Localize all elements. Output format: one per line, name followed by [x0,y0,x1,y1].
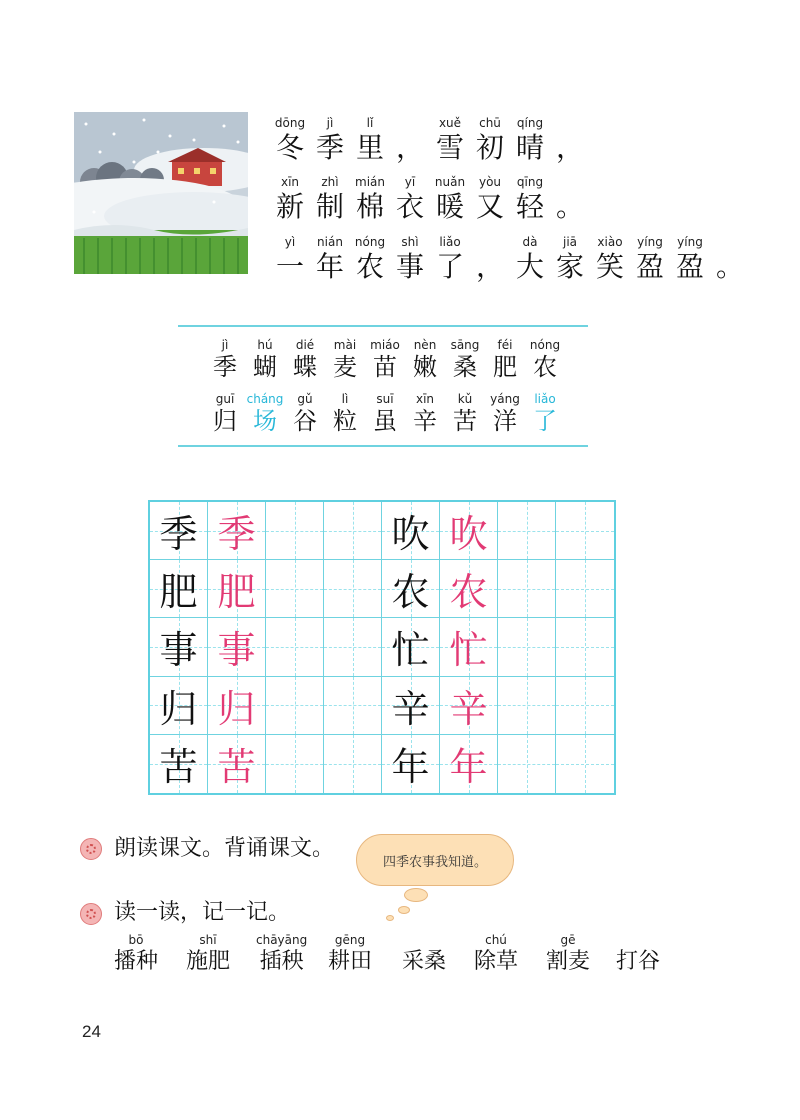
model-char: 季 [159,512,198,557]
pinyin: shī [199,933,217,947]
poem-char [390,234,430,284]
pinyin: yíng [677,235,703,249]
grid-cell [208,677,266,735]
pinyin: zhì [321,175,339,189]
hanzi: 苦 [453,407,477,435]
trace-char: 事 [217,628,256,673]
pinyin: gē [560,933,576,947]
model-char: 辛 [391,686,430,731]
grid-cell [498,677,556,735]
pinyin: xiào [597,235,623,249]
grid-cell [324,560,382,618]
pinyin: kǔ [457,392,473,406]
grid-cell [150,735,208,793]
hanzi: 季 [315,131,344,164]
pinyin: jì [221,338,229,352]
vocab-char [205,338,245,382]
pinyin: qīng [516,175,544,189]
hanzi: ， [395,131,424,164]
hanzi: 大 [515,250,544,283]
vocab-bottom-rule [178,445,588,447]
poem-char [510,174,550,224]
poem-char [630,234,670,284]
poem-char [470,115,510,165]
poem-char [350,115,390,165]
trace-char: 苦 [217,745,256,790]
pinyin: yáng [490,392,520,406]
grid-cell [440,735,498,793]
hanzi: 雪 [435,131,464,164]
grid-cell [498,618,556,676]
grid-cell [556,502,614,560]
writing-grid [148,500,616,795]
vocab-char [485,392,525,436]
grid-cell [382,677,440,735]
grid-cell [440,560,498,618]
vocab-char [365,338,405,382]
hanzi: ， [475,250,504,283]
trace-char: 辛 [449,686,488,731]
grid-cell [440,677,498,735]
exercise-2-text: 读一读，记一记。 [114,900,291,925]
word-item [474,932,518,976]
hanzi: 采桑 [402,949,447,974]
pinyin: shì [401,235,419,249]
poem-line-3 [270,234,750,284]
grid-cell [150,677,208,735]
pinyin: hú [257,338,273,352]
pinyin: dié [295,338,315,352]
hanzi: 场 [253,407,277,435]
grid-cell [556,560,614,618]
pinyin: miáo [370,338,400,352]
trace-char: 年 [449,745,488,790]
poem-char [270,174,310,224]
hanzi: 了 [435,250,464,283]
pinyin: yòu [478,175,502,189]
vocab-char-polyphone [525,392,565,436]
hanzi: 衣 [395,190,424,223]
poem-char [430,234,470,284]
model-char: 苦 [159,745,198,790]
poem-char [310,174,350,224]
hanzi: 轻 [515,190,544,223]
pinyin: chāyāng [256,933,308,947]
pinyin: nèn [413,338,437,352]
pinyin: yì [284,235,296,249]
pinyin: nóng [529,338,561,352]
page-number: 24 [82,1022,101,1041]
model-char: 肥 [159,570,198,615]
hanzi: 除草 [474,949,519,974]
grid-cell [150,560,208,618]
grid-cell [150,502,208,560]
hanzi: 蝴 [253,353,277,381]
model-char: 吹 [391,512,430,557]
grid-cell [208,735,266,793]
hanzi: 施肥 [186,949,231,974]
pinyin: sāng [450,338,480,352]
vocab-char [405,392,445,436]
vocab-char [205,392,245,436]
hanzi: 播种 [114,949,159,974]
grid-cell [556,618,614,676]
poem-char [510,115,550,165]
vocab-char [525,338,565,382]
pinyin: liǎo [534,392,556,406]
word-item [402,932,446,976]
poem-char [470,174,510,224]
poem-char [710,234,750,284]
vocab-char [325,392,365,436]
grid-cell [324,677,382,735]
word-item [114,932,158,976]
grid-cell [266,677,324,735]
vocab-row-1 [205,338,565,382]
pinyin: suī [376,392,394,406]
hanzi: 年 [315,250,344,283]
pinyin: mián [355,175,385,189]
grid-cell [498,560,556,618]
model-char: 年 [391,745,430,790]
vocab-char [325,338,365,382]
poem-line-2 [270,174,590,224]
poem-char [310,115,350,165]
grid-cell [382,735,440,793]
trace-char: 肥 [217,570,256,615]
bubble-dot [386,915,394,921]
hanzi: 嫩 [413,353,437,381]
hanzi: 洋 [493,407,517,435]
word-item [546,932,590,976]
pinyin: nián [317,235,343,249]
hanzi: 季 [213,353,237,381]
bubble-dot [404,888,428,902]
hanzi: 归 [213,407,237,435]
grid-cell [324,618,382,676]
hanzi: 虽 [373,407,397,435]
poem-char [670,234,710,284]
grid-cell [556,677,614,735]
hanzi: 耕田 [328,949,373,974]
pinyin: chú [485,933,507,947]
pinyin: yíng [637,235,663,249]
poem-char [270,115,310,165]
pinyin: chū [479,116,501,130]
hanzi: 辛 [413,407,437,435]
vocab-char [445,338,485,382]
pinyin: cháng [246,392,284,406]
hanzi: 晴 [515,131,544,164]
word-item [186,932,230,976]
pinyin: nuǎn [434,175,466,189]
vocab-char [405,338,445,382]
vocab-char [285,392,325,436]
grid-cell [150,618,208,676]
hanzi: 一 [275,250,304,283]
hanzi: 棉 [355,190,384,223]
poem-char [590,234,630,284]
hanzi: 农 [533,353,557,381]
trace-char: 农 [449,570,488,615]
pinyin: qíng [516,116,544,130]
grid-cell [324,502,382,560]
model-char: 事 [159,628,198,673]
hanzi: 家 [555,250,584,283]
poem-char [510,234,550,284]
pinyin: xuě [438,116,462,130]
hanzi: 新 [275,190,304,223]
poem-char [430,174,470,224]
poem-char [350,174,390,224]
grid-cell [208,618,266,676]
poem-char [270,234,310,284]
grid-cell [382,618,440,676]
pinyin: xīn [280,175,300,189]
vocab-char [365,392,405,436]
hanzi: 冬 [275,131,304,164]
hanzi: 了 [533,407,557,435]
hanzi: 苗 [373,353,397,381]
grid-cell [208,502,266,560]
poem-char [390,174,430,224]
grid-cell [266,618,324,676]
hanzi: 蝶 [293,353,317,381]
word-item [328,932,372,976]
hanzi: 又 [475,190,504,223]
exercise-icon [80,838,102,860]
pinyin: xīn [415,392,435,406]
trace-char: 季 [217,512,256,557]
bubble-dot [398,906,410,914]
vocab-char [245,338,285,382]
pinyin: gǔ [297,392,313,406]
vocab-char [445,392,485,436]
grid-cell [498,735,556,793]
hanzi: 里 [355,131,384,164]
pinyin: féi [497,338,513,352]
poem-char [390,115,430,165]
hanzi: 粒 [333,407,357,435]
poem-char [550,174,590,224]
trace-char: 忙 [449,628,488,673]
grid-cell [266,735,324,793]
pinyin: yī [404,175,416,189]
grid-cell [266,560,324,618]
model-char: 农 [391,570,430,615]
hanzi: 制 [315,190,344,223]
poem-char [470,234,510,284]
hanzi: 。 [555,190,584,223]
grid-cell [440,502,498,560]
hanzi: 打谷 [616,949,661,974]
pinyin: jì [326,116,334,130]
model-char: 忙 [391,628,430,673]
grid-cell [382,502,440,560]
grid-cell [382,560,440,618]
vocab-char [485,338,525,382]
grid-cell [208,560,266,618]
poem-char [310,234,350,284]
hanzi: 。 [715,250,744,283]
poem-char [350,234,390,284]
pinyin: jiā [562,235,578,249]
hanzi: 插秧 [259,949,304,974]
grid-cell [498,502,556,560]
vocab-top-rule [178,325,588,327]
word-item [256,932,307,976]
poem-char [550,234,590,284]
word-item [616,932,660,976]
grid-cell [556,735,614,793]
vocab-char [285,338,325,382]
vocab-row-2 [205,392,565,436]
pinyin: nóng [354,235,386,249]
hanzi: 桑 [453,353,477,381]
poem-line-1 [270,115,590,165]
hanzi: 割麦 [546,949,591,974]
pinyin: dōng [274,116,306,130]
poem-char [430,115,470,165]
trace-char: 吹 [449,512,488,557]
exercise-icon [80,903,102,925]
hanzi: 暖 [435,190,464,223]
hanzi: 肥 [493,353,517,381]
model-char: 归 [159,686,198,731]
pinyin: gēng [334,933,366,947]
winter-illustration [74,112,248,274]
pinyin: guī [215,392,235,406]
hanzi: ， [555,131,584,164]
exercise-1-text: 朗读课文。背诵课文。 [114,836,335,861]
pinyin: lǐ [366,116,374,130]
grid-cell [324,735,382,793]
grid-cell [266,502,324,560]
pinyin: mài [333,338,357,352]
hanzi: 盈 [675,250,704,283]
pinyin: dà [522,235,538,249]
vocab-char-polyphone [245,392,285,436]
thought-bubble [356,834,514,886]
hanzi: 谷 [293,407,317,435]
poem-char [550,115,590,165]
pinyin: bō [128,933,144,947]
hanzi: 初 [475,131,504,164]
hanzi: 麦 [333,353,357,381]
pinyin: liǎo [439,235,461,249]
hanzi: 事 [395,250,424,283]
hanzi: 笑 [595,250,624,283]
grid-cell [440,618,498,676]
hanzi: 农 [355,250,384,283]
pinyin: lì [341,392,349,406]
trace-char: 归 [217,686,256,731]
hanzi: 盈 [635,250,664,283]
thought-bubble-text: 四季农事我知道。 [382,854,487,870]
